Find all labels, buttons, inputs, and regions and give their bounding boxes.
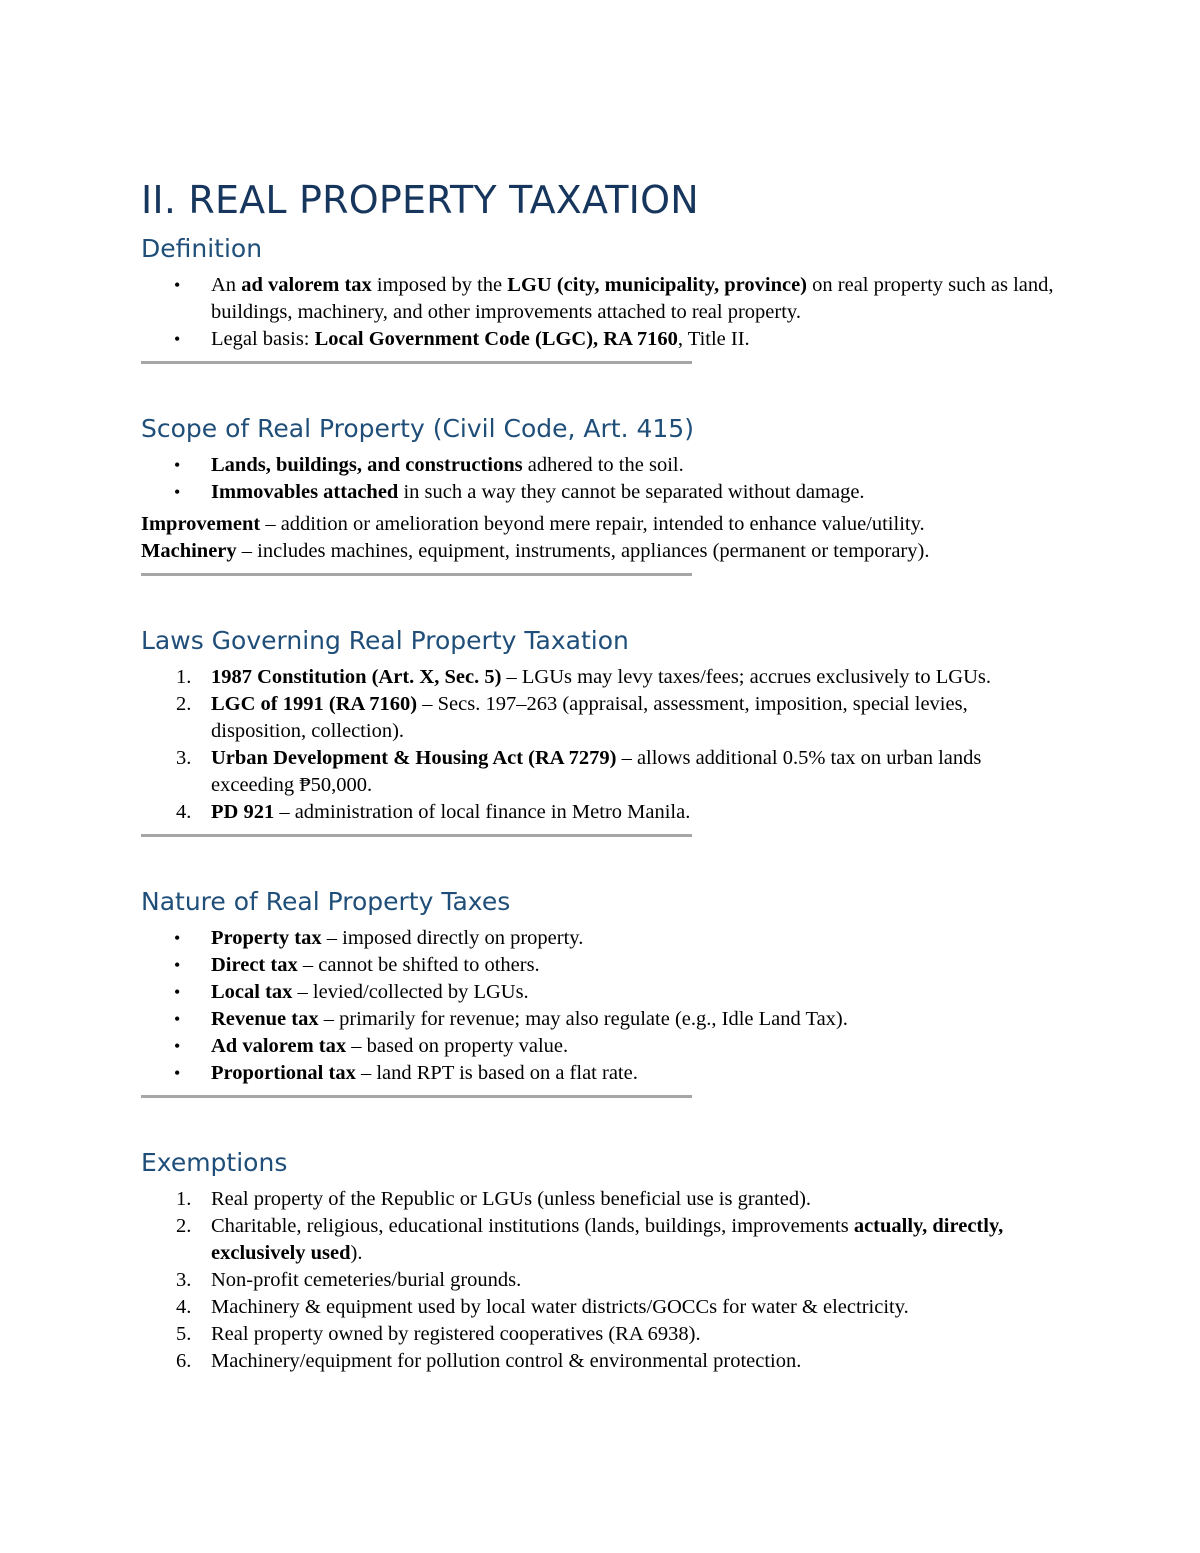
list-item: • Legal basis: Local Government Code (LGC), RA 7160, Title II. [141,326,1066,353]
note-improvement: Improvement – addition or amelioration beyond mere repair, intended to enhance value/utility. [141,513,925,535]
list-item: • Proportional tax – land RPT is based on a flat rate. [141,1060,1066,1087]
section-definition [141,232,1066,364]
list-number: 6. [176,1350,192,1372]
list-number: 3. [176,1269,192,1291]
scope-list [141,452,1066,506]
bullet-icon: • [174,982,181,1002]
bullet-icon: • [174,1036,181,1056]
list-item: • Revenue tax – primarily for revenue; may also regulate (e.g., Idle Land Tax). [141,1006,1066,1033]
list-number: 1. [176,1188,192,1210]
bullet-icon: • [174,482,181,502]
list-number: 2. [176,1215,192,1237]
bullet-icon: • [174,1063,181,1083]
exemptions-list [141,1186,1066,1375]
list-number: 3. [176,747,192,769]
section-nature [141,885,1066,1098]
bullet-icon: • [174,275,181,295]
section-divider [141,834,692,837]
list-item: 2. Charitable, religious, educational institutions (lands, buildings, improvements actually, directly, exclusively used). [176,1215,1004,1264]
list-item: 3. Non-profit cemeteries/burial grounds. [141,1267,1066,1294]
section-divider [141,1095,692,1098]
bullet-icon: • [174,1009,181,1029]
note-machinery: Machinery – includes machines, equipment, instruments, appliances (permanent or temporary). [141,540,930,562]
section-scope [141,412,1066,576]
nature-list [141,925,1066,1087]
section-divider [141,573,692,576]
list-item: 4. PD 921 – administration of local finance in Metro Manila. [141,799,1066,826]
bullet-icon: • [174,455,181,475]
list-item: • Property tax – imposed directly on property. [141,925,1066,952]
section-exemptions [141,1146,1066,1375]
definition-list [141,272,1066,353]
section-laws [141,624,1066,837]
bullet-icon: • [174,928,181,948]
section-divider [141,361,692,364]
list-item: • Ad valorem tax – based on property value. [141,1033,1066,1060]
list-number: 5. [176,1323,192,1345]
list-number: 4. [176,1296,192,1318]
list-item: 2. LGC of 1991 (RA 7160) – Secs. 197–263 (appraisal, assessment, imposition, special levies, disposition, collection). [176,693,968,742]
laws-list [141,664,1066,826]
section-heading-definition: Definition [141,234,263,263]
list-item: 1. Real property of the Republic or LGUs (unless beneficial use is granted). [141,1186,1066,1213]
list-number: 4. [176,801,192,823]
list-item: 5. Real property owned by registered cooperatives (RA 6938). [141,1321,1066,1348]
list-item: 6. Machinery/equipment for pollution control & environmental protection. [141,1348,1066,1375]
list-item: • Local tax – levied/collected by LGUs. [141,979,1066,1006]
section-heading-laws: Laws Governing Real Property Taxation [141,626,629,655]
list-item: • Lands, buildings, and constructions adhered to the soil. [141,452,1066,479]
list-item: • Immovables attached in such a way they cannot be separated without damage. [141,479,1066,506]
section-heading-nature: Nature of Real Property Taxes [141,887,511,916]
list-item: • Direct tax – cannot be shifted to others. [141,952,1066,979]
list-item: 3. Urban Development & Housing Act (RA 7279) – allows additional 0.5% tax on urban lands exceeding ₱50,000. [176,747,982,796]
bullet-icon: • [174,329,181,349]
list-number: 1. [176,666,192,688]
list-item: 4. Machinery & equipment used by local water districts/GOCCs for water & electricity. [141,1294,1066,1321]
list-item: 1. 1987 Constitution (Art. X, Sec. 5) – LGUs may levy taxes/fees; accrues exclusively to LGUs. [141,664,1066,691]
list-number: 2. [176,693,192,715]
list-item: • An ad valorem tax imposed by the LGU (city, municipality, province) on real property such as land, buildings, machinery, and other improvements attached to real property. [174,274,1054,323]
document-content [141,172,1066,1375]
bullet-icon: • [174,955,181,975]
section-heading-scope: Scope of Real Property (Civil Code, Art. 415) [141,414,694,443]
page-title: II. REAL PROPERTY TAXATION [141,178,699,222]
section-heading-exemptions: Exemptions [141,1148,288,1177]
